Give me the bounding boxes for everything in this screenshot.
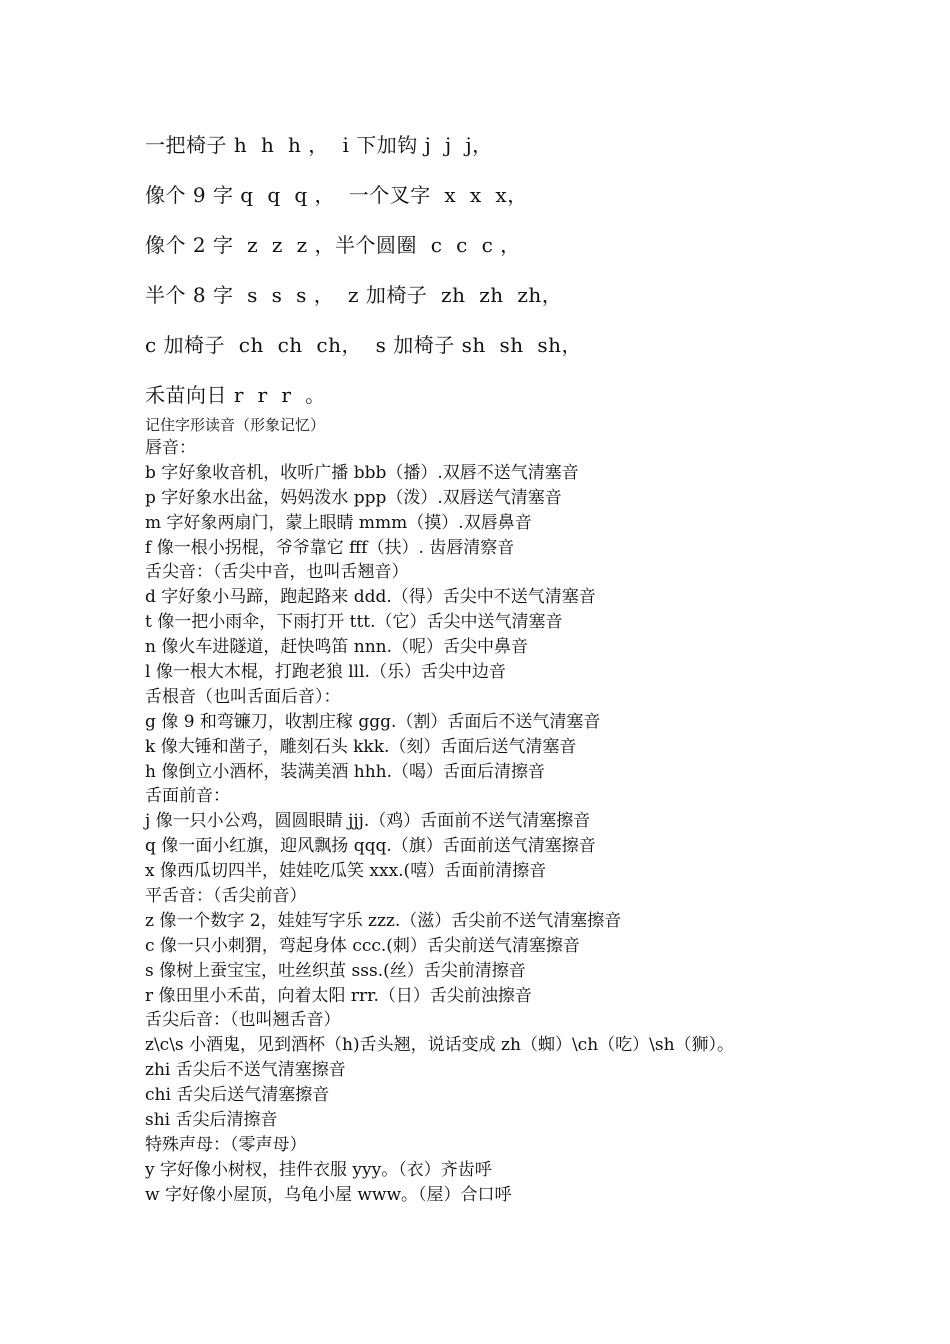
rhyme-line: 一把椅子 h h h ， i 下加钩 j j j， <box>145 133 493 157</box>
note-line: n 像火车进隧道，赶快鸣笛 nnn.（呢）舌尖中鼻音 <box>145 637 529 658</box>
note-line: 舌尖后音：（也叫翘舌音） <box>145 1010 341 1031</box>
note-line: w 字好像小屋顶，乌龟小屋 www。（屋）合口呼 <box>145 1184 512 1205</box>
note-line: y 字好像小树杈，挂件衣服 yyy。（衣）齐齿呼 <box>145 1159 492 1180</box>
note-line: 唇音： <box>145 438 196 458</box>
pinyin-rhyme <box>145 120 905 420</box>
note-line: l 像一根大木棍，打跑老狼 lll.（乐）舌尖中边音 <box>145 662 506 683</box>
note-line: zhi 舌尖后不送气清塞擦音 <box>145 1060 346 1081</box>
note-line: j 像一只小公鸡，圆圆眼睛 jjj.（鸡）舌面前不送气清塞擦音 <box>145 811 591 832</box>
note-line: m 字好象两扇门，蒙上眼睛 mmm（摸）.双唇鼻音 <box>145 512 532 533</box>
note-line: k 像大锤和凿子，雕刻石头 kkk.（刻）舌面后送气清塞音 <box>145 736 577 757</box>
note-line: 舌根音（也叫舌面后音）： <box>145 686 341 707</box>
note-line: x 像西瓜切四半，娃娃吃瓜笑 xxx.(嘻）舌面前清擦音 <box>145 861 547 882</box>
rhyme-line: c 加椅子 ch ch ch， s 加椅子 sh sh sh， <box>145 333 583 357</box>
rhyme-line: 半个 8 字 s s s ， z 加椅子 zh zh zh， <box>145 283 563 307</box>
note-line: h 像倒立小酒杯，装满美酒 hhh.（喝）舌面后清擦音 <box>145 761 546 782</box>
note-line: r 像田里小禾苗，向着太阳 rrr.（日）舌尖前浊擦音 <box>145 985 532 1006</box>
note-line: shi 舌尖后清擦音 <box>145 1110 278 1131</box>
note-line: t 像一把小雨伞，下雨打开 ttt.（它）舌尖中送气清塞音 <box>145 612 563 633</box>
notes-title: 记住字形读音（形象记忆） <box>145 416 326 434</box>
note-line: s 像树上蚕宝宝，吐丝织茧 sss.(丝）舌尖前清擦音 <box>145 960 526 981</box>
rhyme-line: 禾苗向日 r r r 。 <box>145 383 326 407</box>
rhyme-line: 像个 2 字 z z z ，半个圆圈 c c c ， <box>145 233 521 257</box>
note-line: p 字好象水出盆，妈妈泼水 ppp（泼）.双唇送气清塞音 <box>145 487 562 508</box>
note-line: c 像一只小刺猬，弯起身体 ccc.(刺）舌尖前送气清塞擦音 <box>145 935 580 956</box>
note-line: b 字好象收音机，收听广播 bbb（播）.双唇不送气清塞音 <box>145 462 579 483</box>
note-line: q 像一面小红旗，迎风飘扬 qqq.（旗）舌面前送气清塞擦音 <box>145 836 596 857</box>
note-line: 舌面前音： <box>145 786 230 807</box>
note-line: f 像一根小拐棍，爷爷靠它 fff（扶）. 齿唇清察音 <box>145 537 515 558</box>
note-line: g 像 9 和弯镰刀，收割庄稼 ggg.（割）舌面后不送气清塞音 <box>145 711 601 732</box>
note-line: 舌尖音：（舌尖中音，也叫舌翘音） <box>145 562 409 583</box>
note-line: z\c\s 小酒鬼，见到酒杯（h)舌头翘，说话变成 zh（蜘）\ch（吃）\sh（狮）。 <box>145 1035 735 1056</box>
note-line: 特殊声母：（零声母） <box>145 1134 307 1155</box>
rhyme-line: 像个 9 字 q q q ， 一个叉字 x x x， <box>145 183 528 207</box>
note-line: 平舌音：（舌尖前音） <box>145 886 307 907</box>
note-line: d 字好象小马蹄，跑起路来 ddd.（得）舌尖中不送气清塞音 <box>145 587 596 608</box>
note-line: z 像一个数字 2，娃娃写字乐 zzz.（滋）舌尖前不送气清塞擦音 <box>145 910 622 931</box>
memory-notes <box>145 414 935 1208</box>
note-line: chi 舌尖后送气清塞擦音 <box>145 1085 330 1106</box>
notes-list <box>145 436 935 1208</box>
